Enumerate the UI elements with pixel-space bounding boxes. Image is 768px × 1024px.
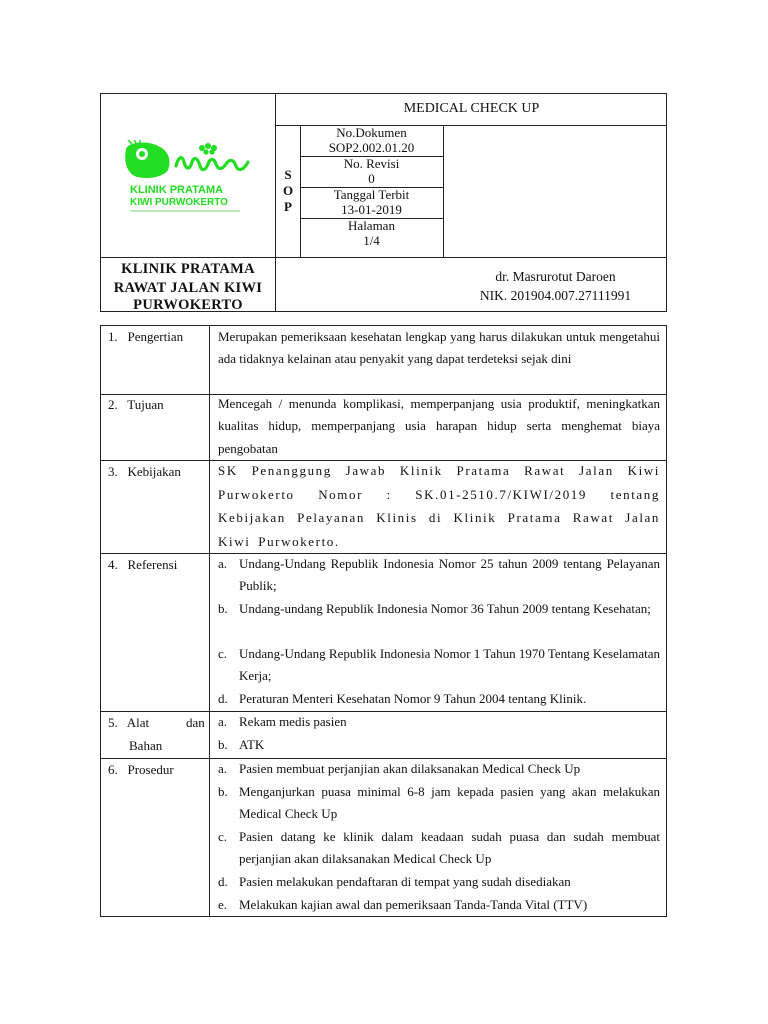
list-item [218,711,660,733]
list-text: Menganjurkan puasa minimal 6-8 jam kepada pasien yang akan melakukan Medical Check Up [239,784,660,822]
revision-label: No. Revisi [343,156,400,171]
list-item [218,894,660,916]
list-text: Pasien membuat perjanjian akan dilaksanakan Medical Check Up [239,761,581,776]
page-label: Halaman [348,218,395,233]
list-marker: d. [218,691,228,706]
list-text: Melakukan kajian awal dan pemeriksaan Tanda-Tanda Vital (TTV) [239,897,588,912]
kiwi-logo-icon [118,140,268,220]
list-marker: b. [218,737,228,752]
list-text: Rekam medis pasien [239,714,347,729]
sop-letter-o: O [282,183,294,198]
section-text-kebijakan: SK Penanggung Jawab Klinik Pratama Rawat Jalan Kiwi Purwokerto Nomor : SK.01-2510.7/KIWI/2019 tentang Kebijakan Pelayanan Klinis di Klinik Pratama Rawat Jalan Kiwi Purwokerto. [218,463,660,549]
list-text: Undang-Undang Republik Indonesia Nomor 1 Tahun 1970 Tentang Keselamatan Kerja; [239,646,660,684]
list-item [218,871,660,893]
list-text: Pasien melakukan pendaftaran di tempat yang sudah disediakan [239,874,571,889]
clinic-name-line3: PURWOKERTO [133,297,243,313]
signer-nik: NIK. 201904.007.27111991 [479,288,632,303]
list-text: Peraturan Menteri Kesehatan Nomor 9 Tahun 2004 tentang Klinik. [239,691,587,706]
section-label-prosedur: 6. Prosedur [108,762,174,777]
list-text: Undang-undang Republik Indonesia Nomor 36 Tahun 2009 tentang Kesehatan; [239,601,651,616]
list-text: Pasien datang ke klinik dalam keadaan sudah puasa dan sudah membuat perjanjian akan dilaksanakan Medical Check Up [239,829,660,867]
logo-text-1: KLINIK PRATAMA [130,184,224,196]
logo-text-2: KIWI PURWOKERTO [130,197,228,208]
sop-letter-s: S [284,167,292,182]
section-label-bahan: Bahan [129,738,163,753]
list-item [218,553,660,598]
doc-number-value: SOP2.002.01.20 [328,140,415,155]
list-marker: b. [218,601,228,616]
label-column-divider [209,325,210,917]
list-item [218,781,660,826]
list-item [218,758,660,780]
list-item [218,643,660,688]
list-item [218,688,660,710]
sop-letter-p: P [284,199,292,214]
clinic-name-line2: RAWAT JALAN KIWI [113,280,263,296]
list-marker: a. [218,761,228,776]
list-marker: b. [218,784,228,799]
section-label-alat: 5. Alat [108,715,150,730]
list-item [218,598,660,643]
document-title: MEDICAL CHECK UP [403,101,540,116]
revision-value: 0 [368,171,375,186]
signer-name: dr. Masrurotut Daroen [495,269,616,284]
section-text-tujuan: Mencegah / menunda komplikasi, memperpanjang usia produktif, meningkatkan kualitas hidup, memperpanjang usia harapan hidup serta menghemat biaya pengobatan [218,396,660,456]
clinic-logo [118,140,268,220]
doc-number-label: No.Dokumen [336,125,407,140]
list-marker: a. [218,556,228,571]
section-label-pengertian: 1. Pengertian [108,329,184,344]
section-label-kebijakan: 3. Kebijakan [108,464,181,479]
list-marker: c. [218,646,228,661]
page-value: 1/4 [363,233,380,248]
section-text-pengertian: Merupakan pemeriksaan kesehatan lengkap yang harus dilakukan untuk mengetahui ada tidaknya kelainan atau penyakit yang dapat terdeteksi sejak dini [218,329,660,367]
list-marker: a. [218,714,228,729]
section-label-referensi: 4. Referensi [108,557,178,572]
list-item [218,826,660,871]
issue-date-value: 13-01-2019 [341,202,402,217]
list-marker: e. [218,897,228,912]
docinfo-column-divider [443,125,444,257]
list-text: Undang-Undang Republik Indonesia Nomor 25 tahun 2009 tentang Pelayanan Publik; [239,556,660,594]
issue-date-label: Tanggal Terbit [333,187,410,202]
list-marker: c. [218,829,228,844]
list-marker: d. [218,874,228,889]
list-item [218,734,660,756]
header-row-divider [100,257,667,258]
section-label-dan: dan [186,715,205,730]
list-text: ATK [239,737,265,752]
section-label-tujuan: 2. Tujuan [108,397,164,412]
clinic-name-line1: KLINIK PRATAMA [121,261,255,277]
